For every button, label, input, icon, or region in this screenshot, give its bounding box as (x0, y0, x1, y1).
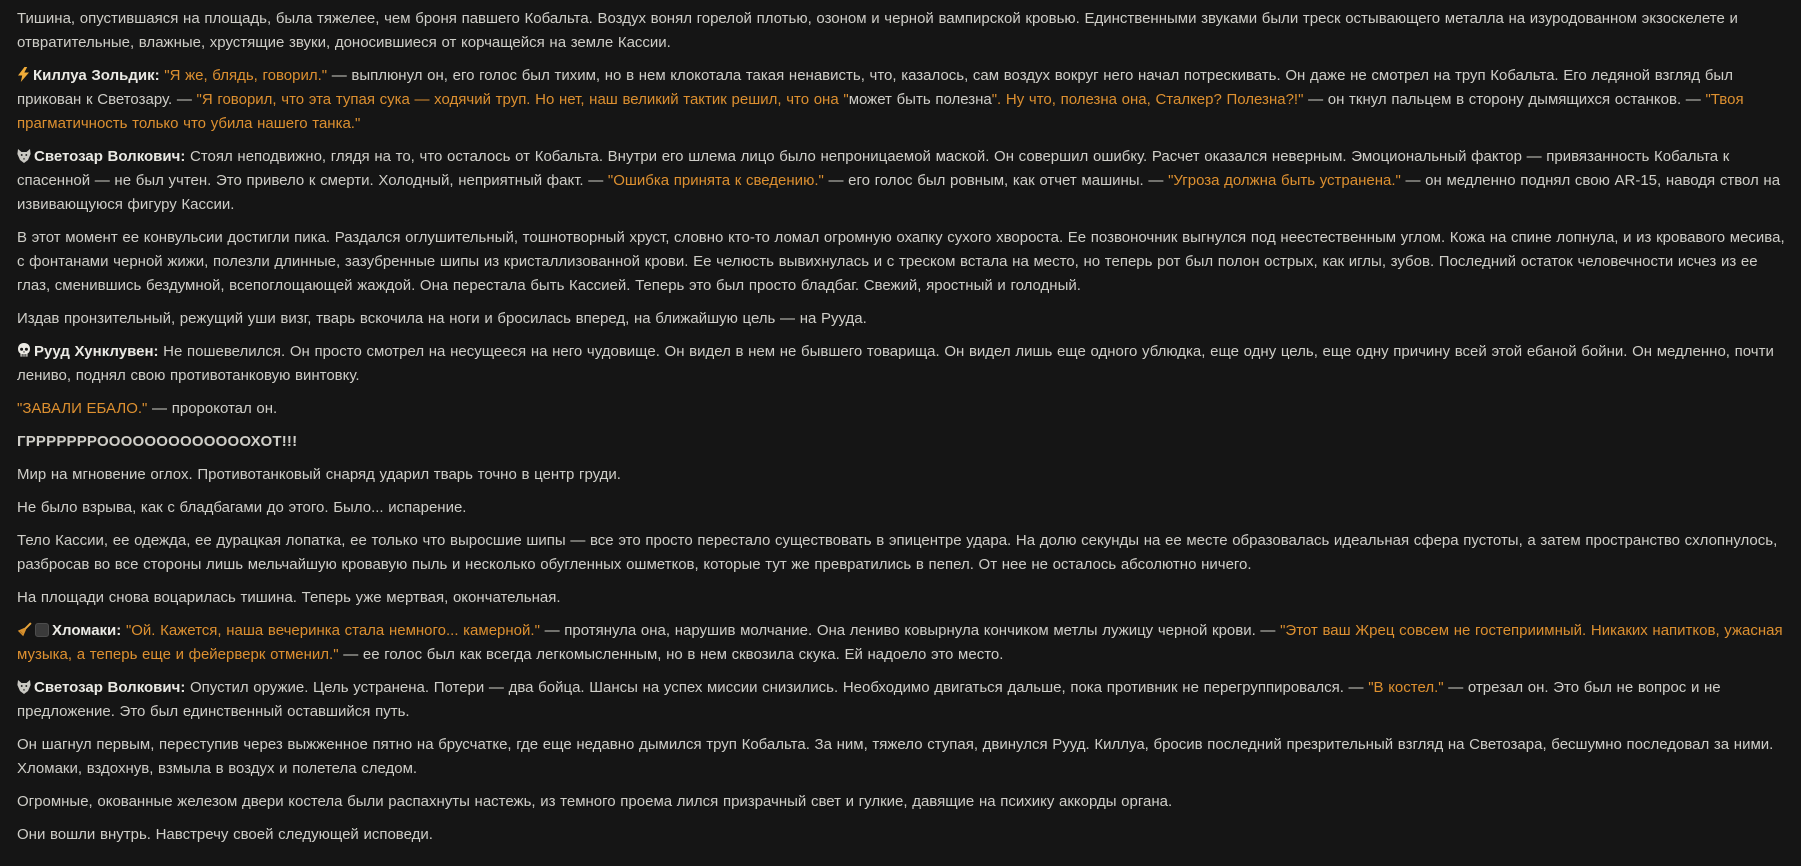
narration-text: Не пошевелился. Он просто смотрел на несущееся на него чудовище. Он видел в нем не бывшего товарища. Он видел лишь еще одного ублюдка, еще одну цель, еще одну причину всей этой ебаной бойни. Он медленно, почти лениво, поднял свою противотанковую винтовку. (17, 343, 1774, 384)
narration-text: Тело Кассии, ее одежда, ее дурацкая лопатка, ее только что выросшие шипы — все это просто перестало существовать в эпицентре удара. На долю секунды на ее месте образовалась идеальная сфера пустоты, а затем пространство схлопнулось, разбросав во все стороны лишь мельчайшую кровавую пыль и несколько обугленных ошметков, которые тут же превратились в пепел. От нее не осталось абсолютно ничего. (17, 532, 1778, 573)
sound-effect (17, 430, 1789, 454)
dialogue-ruud (17, 340, 1789, 388)
narration-text: На площади снова воцарилась тишина. Теперь уже мертвая, окончательная. (17, 589, 561, 606)
narration-text: Стоял неподвижно, глядя на то, что осталось от Кобальта. Внутри его шлема лицо было непроницаемой маской. Он совершил ошибку. Расчет оказался неверным. Эмоциональный фактор — привязанность Кобальта к спасенной — не был учтен. Это привело к смерти. Холодный, неприятный факт. — (17, 148, 1730, 189)
narration-text: — он ткнул пальцем в сторону дымящихся останков. — (1303, 91, 1706, 108)
dialogue-quote: "Твоя прагматичность только что убила нашего танка." (17, 91, 1744, 132)
narration-vaporization (17, 496, 1789, 520)
narration-aftermath (17, 529, 1789, 577)
narration-text: В этот момент ее конвульсии достигли пика. Раздался оглушительный, тошнотворный хруст, словно кто-то ломал огромную охапку сухого хвороста. Ее позвоночник выгнулся под неестественным углом. Кожа на спине лопнула, и из кровавого месива, с фонтанами черной жижи, полезли длинные, зазубренные шипы из кристаллизованной крови. Ее челюсть вывихнулась и с треском встала на место, но теперь рот был полон острых, как иглы, зубов. Последний остаток человечности исчез из ее глаз, сменившись бездумной, всепоглощающей жаждой. Она перестала быть Кассией. Теперь это был просто бладбаг. Свежий, яростный и голодный. (17, 229, 1785, 294)
dialogue-quote: "Ой. Кажется, наша вечеринка стала немного... камерной." (125, 622, 540, 639)
wolf-icon (17, 145, 34, 169)
narration-opening (17, 7, 1789, 55)
speaker-name: Киллуа Зольдик: (33, 67, 160, 84)
speaker-name: Рууд Хунклувен: (34, 343, 159, 360)
dialogue-killua (17, 64, 1789, 136)
narration-text: — ее голос был как всегда легкомысленным, но в нем сквозила скука. Ей надоело это место. (338, 646, 1004, 663)
narration-church (17, 790, 1789, 814)
narration-text: ГРРРРРРРОООООООООООООХОТ!!! (17, 433, 298, 450)
broom-icon (17, 619, 35, 643)
speaker-name: Светозар Волкович: (34, 148, 186, 165)
dialogue-quote: "Я говорил, что эта тупая сука — ходячий труп. Но нет, наш великий тактик решил, что она " (196, 91, 849, 108)
dialogue-quote: "Этот ваш Жрец совсем не гостеприимный. Никаких напитков, ужасная музыка, а теперь еще и фейерверк отменил." (17, 622, 1783, 663)
dialogue-khlomaki (17, 619, 1789, 667)
dialogue-quote: "ЗАВАЛИ ЕБАЛО." (17, 400, 148, 417)
skull-icon (17, 340, 34, 364)
narration-text: — отрезал он. Это был не вопрос и не предложение. Это был единственный оставшийся путь. (17, 679, 1721, 720)
speaker-name: Светозар Волкович: (34, 679, 186, 696)
narration-text: может быть полезна (848, 91, 992, 108)
narration-text: Он шагнул первым, переступив через выжженное пятно на брусчатке, где еще недавно дымился труп Кобальта. За ним, тяжело ступая, двинулся Рууд. Киллуа, бросив последний презрительный взгляд на Светозара, бесшумно последовал за ними. Хломаки, вздохнув, взмыла в воздух и полетела следом. (17, 736, 1774, 777)
wolf-icon (17, 676, 34, 700)
dialogue-svetozar-1 (17, 145, 1789, 217)
narration-text: Опустил оружие. Цель устранена. Потери — два бойца. Шансы на успех миссии снизились. Необходимо двигаться дальше, пока противник не перегруппировался. — (185, 679, 1369, 696)
narration-text: — его голос был ровным, как отчет машины. — (823, 172, 1169, 189)
narration-shot (17, 463, 1789, 487)
dialogue-ruud-shout (17, 397, 1789, 421)
narration-text: — протянула она, нарушив молчание. Она лениво ковырнула кончиком метлы лужицу черной крови. — (539, 622, 1281, 639)
dialogue-svetozar-2 (17, 676, 1789, 724)
dialogue-quote: "Я же, блядь, говорил." (164, 67, 328, 84)
dialogue-quote: ". Ну что, полезна она, Сталкер? Полезна?!" (991, 91, 1304, 108)
narration-ending (17, 823, 1789, 847)
speaker-name: Хломаки: (52, 622, 122, 639)
dialogue-quote: "Угроза должна быть устранена." (1168, 172, 1401, 189)
narration-text: Они вошли внутрь. Навстречу своей следующей исповеди. (17, 826, 433, 843)
narration-text: Не было взрыва, как с бладбагами до этого. Было... испарение. (17, 499, 467, 516)
narration-text: Мир на мгновение оглох. Противотанковый снаряд ударил тварь точно в центр груди. (17, 466, 621, 483)
narration-text: — выплюнул он, его голос был тихим, но в нем клокотала такая ненависть, что, казалось, сам воздух вокруг него начал потрескивать. Он даже не смотрел на труп Кобальта. Его ледяной взгляд был прикован к Светозару. — (17, 67, 1733, 108)
dialogue-quote: "В костел." (1368, 679, 1444, 696)
narration-transformation (17, 226, 1789, 298)
narration-silence (17, 586, 1789, 610)
narration-text: — он медленно поднял свою AR-15, наводя ствол на извивающуюся фигуру Кассии. (17, 172, 1781, 213)
narration-text: Огромные, окованные железом двери костела были распахнуты настежь, из темного проема лился призрачный свет и гулкие, давящие на психику аккорды органа. (17, 793, 1173, 810)
tofu-box-icon (35, 619, 52, 643)
narration-charge (17, 307, 1789, 331)
lightning-icon (17, 64, 33, 88)
narration-march (17, 733, 1789, 781)
narration-text: Тишина, опустившаяся на площадь, была тяжелее, чем броня павшего Кобальта. Воздух вонял горелой плотью, озоном и черной вампирской кровью. Единственными звуками были треск остывающего металла на изуродованном экзоскелете и отвратительные, влажные, хрустящие звуки, доносившиеся от корчащейся на земле Кассии. (17, 10, 1738, 51)
narration-text: Издав пронзительный, режущий уши визг, тварь вскочила на ноги и бросилась вперед, на ближайшую цель — на Рууда. (17, 310, 867, 327)
narration-text: — пророкотал он. (147, 400, 278, 417)
dialogue-quote: "Ошибка принята к сведению." (607, 172, 824, 189)
